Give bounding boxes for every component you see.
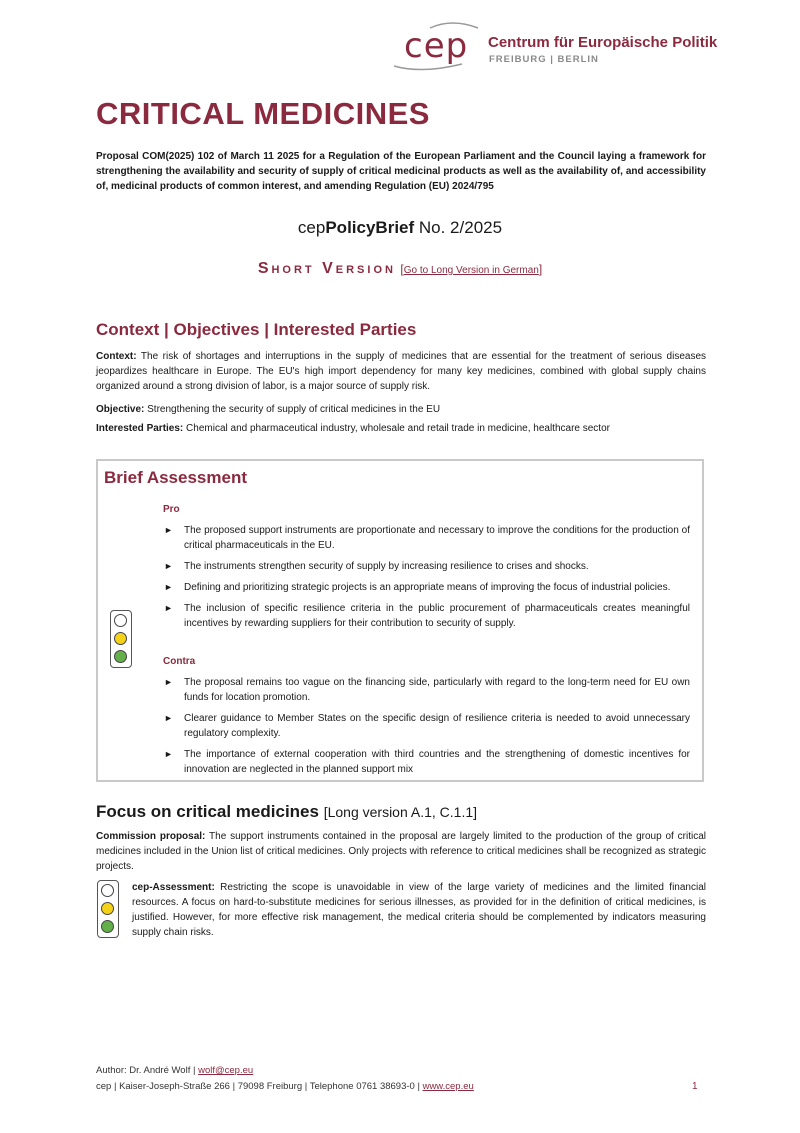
policy-brief-label — [0, 218, 800, 238]
pro-list — [162, 523, 690, 637]
objective-label: Objective: — [96, 404, 145, 415]
short-version-line — [0, 260, 800, 278]
address-text: cep | Kaiser-Joseph-Straße 266 | 79098 Freiburg | Telephone 0761 38693-0 | — [96, 1081, 423, 1092]
parties-text: Chemical and pharmaceutical industry, wholesale and retail trade in medicine, healthcare sector — [183, 423, 610, 434]
traffic-light-green — [101, 920, 114, 933]
org-name: Centrum für Europäische Politik — [488, 34, 718, 51]
traffic-light-white — [114, 614, 127, 627]
short-version-label: Short Version — [257, 260, 396, 277]
bullet-arrow-icon: ► — [164, 677, 173, 687]
footer-author — [96, 1065, 253, 1076]
contra-label: Contra — [163, 656, 196, 667]
list-item — [162, 711, 690, 741]
list-item — [162, 675, 690, 705]
context-text: The risk of shortages and interruptions in the supply of medicines that are essential for the treatment of serious diseases jeopardizes healthcare in Europe. The EU's high import dependency for many key medicines, combined with global supply chains organized around a strong division of labor, is a major source of supply risk. — [96, 351, 706, 392]
website-link[interactable]: www.cep.eu — [422, 1081, 474, 1092]
traffic-light-green — [114, 650, 127, 663]
commission-proposal-paragraph — [96, 829, 706, 874]
focus-heading-title: Focus on critical medicines — [96, 802, 319, 821]
list-item — [162, 559, 690, 574]
commission-label: Commission proposal: — [96, 831, 206, 842]
pro-item-text: Defining and prioritizing strategic projects is an appropriate means of improving the focus of industrial policies. — [184, 582, 671, 593]
policy-brief-number: No. 2/2025 — [414, 218, 503, 237]
cep-assessment-label: cep-Assessment: — [132, 882, 215, 893]
author-name: Author: Dr. André Wolf | — [96, 1065, 199, 1076]
page-number: 1 — [692, 1081, 698, 1092]
list-item — [162, 523, 690, 553]
context-paragraph — [96, 349, 706, 394]
context-heading: Context | Objectives | Interested Parties — [96, 320, 417, 339]
parties-paragraph — [96, 421, 706, 436]
list-item — [162, 580, 690, 595]
bullet-arrow-icon: ► — [164, 603, 173, 613]
traffic-light-icon — [110, 610, 132, 668]
contra-list — [162, 675, 690, 783]
link-bracket-close: ] — [538, 262, 543, 276]
assessment-heading: Brief Assessment — [104, 468, 247, 487]
cep-logo — [392, 20, 718, 72]
traffic-light-icon — [97, 880, 119, 938]
link-bracket-open: [ — [400, 262, 404, 276]
page-title: CRITICAL MEDICINES — [96, 96, 430, 131]
commission-text: The support instruments contained in the proposal are largely limited to the production of the group of critical medicines included in the Union list of critical medicines. Only projects with reference to critical medicines shall be recognized as strategic projects. — [96, 831, 706, 872]
bullet-arrow-icon: ► — [164, 713, 173, 723]
list-item — [162, 747, 690, 777]
focus-heading-ref: [Long version A.1, C.1.1] — [323, 804, 478, 820]
pro-item-text: The proposed support instruments are proportionate and necessary to improve the conditions for the production of critical pharmaceuticals in the EU. — [184, 525, 690, 551]
org-locations: FREIBURG | BERLIN — [489, 54, 599, 65]
parties-label: Interested Parties: — [96, 423, 184, 434]
objective-text: Strengthening the security of supply of critical medicines in the EU — [144, 404, 441, 415]
contra-item-text: The importance of external cooperation with third countries and the strengthening of domestic incentives for innovation are neglected in the planned support mix — [184, 749, 690, 775]
traffic-light-yellow — [101, 902, 114, 915]
cep-assessment-text: Restricting the scope is unavoidable in view of the large variety of medicines and the limited financial resources. A focus on hard-to-substitute medicines for serious illnesses, as provided for in the definition of critical medicines, is justified. However, for more effective risk management, the medical criteria should be complemented by indicators measuring supply chain risks. — [132, 882, 706, 938]
logo-text: cep — [404, 26, 469, 66]
list-item — [162, 601, 690, 631]
traffic-light-white — [101, 884, 114, 897]
pro-item-text: The instruments strengthen security of supply by increasing resilience to crises and shocks. — [184, 561, 589, 572]
objective-paragraph — [96, 402, 706, 417]
policy-brief-bold: PolicyBrief — [325, 218, 415, 237]
pro-label: Pro — [163, 504, 180, 515]
cep-assessment-paragraph — [132, 880, 706, 940]
bullet-arrow-icon: ► — [164, 582, 173, 592]
contra-item-text: Clearer guidance to Member States on the specific design of resilience criteria is needed to avoid unnecessary regulatory complexity. — [184, 713, 690, 739]
brief-assessment-box — [96, 459, 704, 782]
footer-address — [96, 1081, 474, 1092]
author-email-link[interactable]: wolf@cep.eu — [198, 1065, 254, 1076]
pro-item-text: The inclusion of specific resilience criteria in the public procurement of pharmaceuticals creates meaningful incentives by rewarding suppliers for their contribution to security of supply. — [184, 603, 690, 629]
contra-item-text: The proposal remains too vague on the financing side, particularly with regard to the long-term need for EU own funds for location promotion. — [184, 677, 690, 703]
bullet-arrow-icon: ► — [164, 525, 173, 535]
bullet-arrow-icon: ► — [164, 749, 173, 759]
policy-brief-prefix: cep — [297, 218, 326, 237]
focus-heading — [96, 802, 477, 822]
bullet-arrow-icon: ► — [164, 561, 173, 571]
context-label: Context: — [96, 351, 137, 362]
traffic-light-yellow — [114, 632, 127, 645]
long-version-link[interactable]: Go to Long Version in German — [403, 265, 539, 276]
proposal-description: Proposal COM(2025) 102 of March 11 2025 for a Regulation of the European Parliament and the Council laying a framework for strengthening the availability and security of supply of critical medicinal products as well as the availability of, and accessibility of, medicinal products of common interest, and amending Regulation (EU) 2024/795 — [96, 151, 706, 192]
